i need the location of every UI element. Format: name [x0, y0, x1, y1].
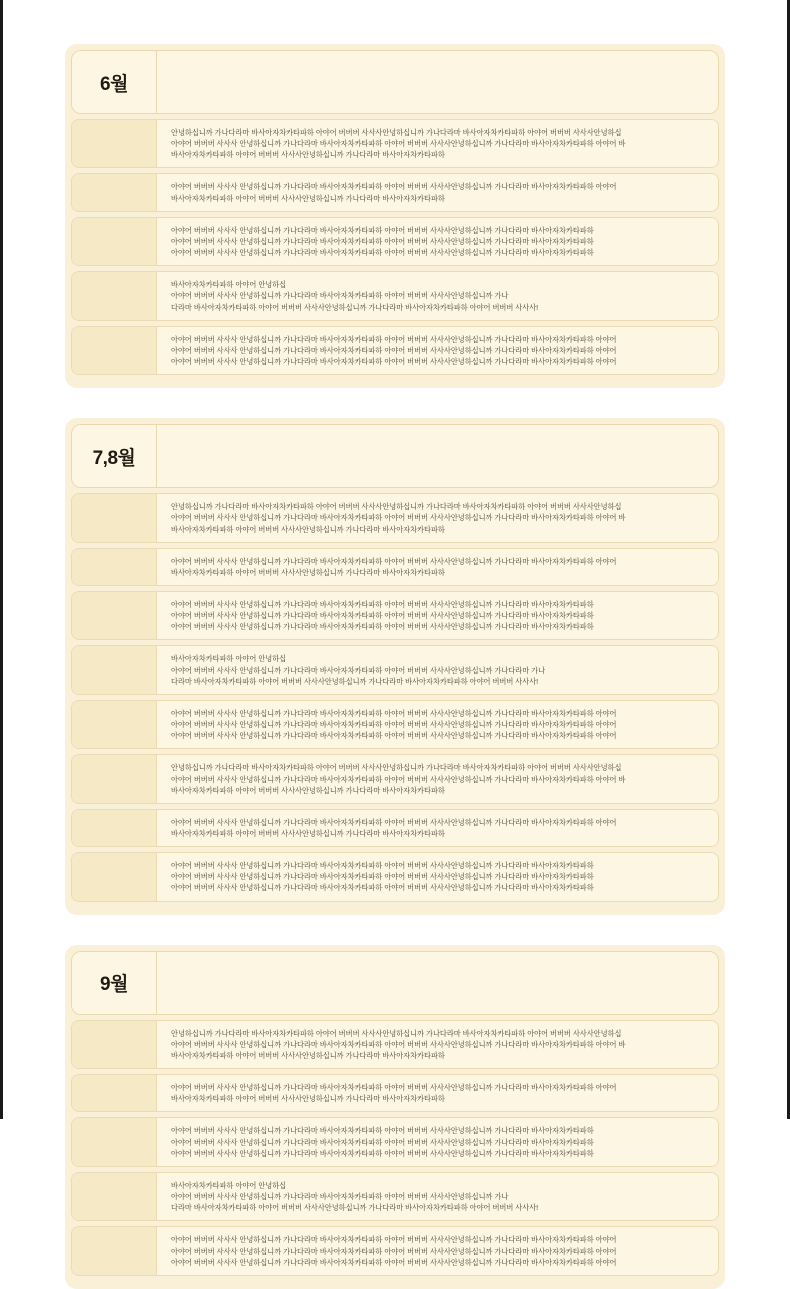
row-text-cell: [157, 810, 718, 846]
row-text-line: 아야어 버버버 사사사 안녕하십니까 가나다라마 바사아자차카타파하 아야어 버버버 사사사안녕하십니까 가나다라마 바사아자차카타파하 아야어: [171, 817, 617, 827]
row-text-line: 아야어 버버버 사사사 안녕하십니까 가나다라마 바사아자차카타파하 아야어 버버버 사사사안녕하십니까 가나다라마 바사아자차카타파하 아야어: [171, 1257, 617, 1267]
table-row: [71, 271, 719, 320]
section-gap: [65, 933, 725, 945]
row-text-line: 안녕하십니까 가나다라마 바사아자차카타파하 아야어 버버버 사사사안녕하십니까 가나다라마 바사아자차카타파하 아야어 버버버 사사사안녕하십: [171, 763, 622, 773]
row-text-cell: [157, 272, 718, 319]
section-header-body: [157, 51, 718, 113]
table-row: [71, 493, 719, 542]
section-gap: [65, 406, 725, 418]
row-label-cell: [72, 701, 157, 748]
row-list: [71, 1020, 719, 1276]
month-section: [65, 44, 725, 388]
row-text-line: 아야어 버버버 사사사 안녕하십니까 가나다라마 바사아자차카타파하 아야어 버버버 사사사안녕하십니까 가나다라마 바사아자차카타파하: [171, 1137, 594, 1147]
table-row: [71, 173, 719, 211]
row-label-cell: [72, 1118, 157, 1165]
table-row: [71, 754, 719, 803]
row-text-cell: [157, 1118, 718, 1165]
table-row: [71, 217, 719, 266]
row-text-cell: [157, 592, 718, 639]
row-label-cell: [72, 218, 157, 265]
month-section: [65, 418, 725, 914]
table-row: [71, 1117, 719, 1166]
row-text-line: 바사아자차카타파하 아야어 버버버 사사사안녕하십니까 가나다라마 바사아자차카타파하: [171, 150, 445, 160]
row-text-line: 아야어 버버버 사사사 안녕하십니까 가나다라마 바사아자차카타파하 아야어 버버버 사사사안녕하십니까 가나다라마 바사아자차카타파하: [171, 599, 594, 609]
table-row: [71, 1226, 719, 1275]
month-label: 9월: [72, 952, 157, 1014]
row-text-line: 다라마 바사아자차카타파하 아야어 버버버 사사사안녕하십니까 가나다라마 바사아자차카타파하 아야어 버버버 사사사!: [171, 302, 539, 312]
month-section: [65, 945, 725, 1289]
row-label-cell: [72, 853, 157, 900]
table-row: [71, 645, 719, 694]
row-text-cell: [157, 1021, 718, 1068]
row-text-line: 아야어 버버버 사사사 안녕하십니까 가나다라마 바사아자차카타파하 아야어 버버버 사사사안녕하십니까 가나다라마 바사아자차카타파하 아야어 바: [171, 1039, 626, 1049]
row-text-line: 안녕하십니까 가나다라마 바사아자차카타파하 아야어 버버버 사사사안녕하십니까 가나다라마 바사아자차카타파하 아야어 버버버 사사사안녕하십: [171, 128, 622, 137]
row-text-line: 바사아자차카타파하 아야어 안녕하십: [171, 654, 287, 664]
row-text-line: 안녕하십니까 가나다라마 바사아자차카타파하 아야어 버버버 사사사안녕하십니까 가나다라마 바사아자차카타파하 아야어 버버버 사사사안녕하십: [171, 502, 622, 512]
row-text-cell: [157, 646, 718, 693]
row-text-cell: [157, 494, 718, 541]
section-header: [71, 424, 719, 488]
row-label-cell: [72, 1227, 157, 1274]
row-text-cell: [157, 1173, 718, 1220]
section-header: [71, 50, 719, 114]
row-text-line: 아야어 버버버 사사사 안녕하십니까 가나다라마 바사아자차카타파하 아야어 버버버 사사사안녕하십니까 가나다라마 바사아자차카타파하: [171, 861, 594, 871]
row-label-cell: [72, 1021, 157, 1068]
table-row: [71, 548, 719, 586]
row-label-cell: [72, 174, 157, 210]
row-label-cell: [72, 592, 157, 639]
row-text-cell: [157, 120, 718, 167]
row-text-line: 아야어 버버버 사사사 안녕하십니까 가나다라마 바사아자차카타파하 아야어 버버버 사사사안녕하십니까 가나다라마 바사아자차카타파하 아야어: [171, 182, 617, 192]
row-text-line: 아야어 버버버 사사사 안녕하십니까 가나다라마 바사아자차카타파하 아야어 버버버 사사사안녕하십니까 가나다라마 바사아자차카타파하 아야어: [171, 1235, 617, 1245]
row-text-line: 아야어 버버버 사사사 안녕하십니까 가나다라마 바사아자차카타파하 아야어 버버버 사사사안녕하십니까 가나다라마 바사아자차카타파하: [171, 872, 594, 882]
row-text-cell: [157, 549, 718, 585]
row-text-line: 아야어 버버버 사사사 안녕하십니까 가나다라마 바사아자차카타파하 아야어 버버버 사사사안녕하십니까 가나다라마 바사아자차카타파하 아야어: [171, 334, 617, 344]
row-text-line: 바사아자차카타파하 아야어 버버버 사사사안녕하십니까 가나다라마 바사아자차카타파하: [171, 193, 445, 203]
table-row: [71, 1020, 719, 1069]
row-text-cell: [157, 327, 718, 374]
table-row: [71, 119, 719, 168]
row-text-line: 아야어 버버버 사사사 안녕하십니까 가나다라마 바사아자차카타파하 아야어 버버버 사사사안녕하십니까 가나다라마 바사아자차카타파하 아야어: [171, 556, 617, 566]
section-header-body: [157, 425, 718, 487]
row-text-line: 안녕하십니까 가나다라마 바사아자차카타파하 아야어 버버버 사사사안녕하십니까 가나다라마 바사아자차카타파하 아야어 버버버 사사사안녕하십: [171, 1028, 622, 1038]
row-text-line: 아야어 버버버 사사사 안녕하십니까 가나다라마 바사아자차카타파하 아야어 버버버 사사사안녕하십니까 가나다라마 바사아자차카타파하 아야어: [171, 720, 617, 730]
row-text-line: 아야어 버버버 사사사 안녕하십니까 가나다라마 바사아자차카타파하 아야어 버버버 사사사안녕하십니까 가나다라마 바사아자차카타파하: [171, 1148, 594, 1158]
row-label-cell: [72, 755, 157, 802]
row-text-line: 아야어 버버버 사사사 안녕하십니까 가나다라마 바사아자차카타파하 아야어 버버버 사사사안녕하십니까 가나다라마 바사아자차카타파하 아야어: [171, 731, 617, 741]
row-text-line: 아야어 버버버 사사사 안녕하십니까 가나다라마 바사아자차카타파하 아야어 버버버 사사사안녕하십니까 가나다라마 바사아자차카타파하: [171, 248, 594, 258]
section-header: [71, 951, 719, 1015]
sections-container: [65, 44, 725, 1289]
row-label-cell: [72, 549, 157, 585]
row-text-line: 아야어 버버버 사사사 안녕하십니까 가나다라마 바사아자차카타파하 아야어 버버버 사사사안녕하십니까 가나: [171, 1192, 509, 1202]
row-text-line: 아야어 버버버 사사사 안녕하십니까 가나다라마 바사아자차카타파하 아야어 버버버 사사사안녕하십니까 가나: [171, 291, 509, 301]
row-text-cell: [157, 1075, 718, 1111]
row-text-cell: [157, 755, 718, 802]
row-text-line: 다라마 바사아자차카타파하 아야어 버버버 사사사안녕하십니까 가나다라마 바사아자차카타파하 아야어 버버버 사사사!: [171, 676, 539, 686]
row-text-line: 바사아자차카타파하 아야어 버버버 사사사안녕하십니까 가나다라마 바사아자차카타파하: [171, 785, 445, 795]
row-text-line: 아야어 버버버 사사사 안녕하십니까 가나다라마 바사아자차카타파하 아야어 버버버 사사사안녕하십니까 가나다라마 바사아자차카타파하 아야어: [171, 708, 617, 718]
row-text-line: 아야어 버버버 사사사 안녕하십니까 가나다라마 바사아자차카타파하 아야어 버버버 사사사안녕하십니까 가나다라마 바사아자차카타파하 아야어 바: [171, 774, 626, 784]
row-text-line: 다라마 바사아자차카타파하 아야어 버버버 사사사안녕하십니까 가나다라마 바사아자차카타파하 아야어 버버버 사사사!: [171, 1203, 539, 1213]
row-label-cell: [72, 1173, 157, 1220]
row-text-line: 아야어 버버버 사사사 안녕하십니까 가나다라마 바사아자차카타파하 아야어 버버버 사사사안녕하십니까 가나다라마 바사아자차카타파하 아야어 바: [171, 513, 626, 523]
row-text-line: 아야어 버버버 사사사 안녕하십니까 가나다라마 바사아자차카타파하 아야어 버버버 사사사안녕하십니까 가나다라마 바사아자차카타파하 아야어: [171, 1246, 617, 1256]
table-row: [71, 1074, 719, 1112]
row-text-cell: [157, 853, 718, 900]
row-label-cell: [72, 646, 157, 693]
row-text-line: 아야어 버버버 사사사 안녕하십니까 가나다라마 바사아자차카타파하 아야어 버버버 사사사안녕하십니까 가나다라마 바사아자차카타파하: [171, 883, 594, 893]
month-label: 6월: [72, 51, 157, 113]
section-header-body: [157, 952, 718, 1014]
row-text-cell: [157, 218, 718, 265]
row-list: [71, 119, 719, 375]
row-list: [71, 493, 719, 901]
row-text-line: 바사아자차카타파하 아야어 버버버 사사사안녕하십니까 가나다라마 바사아자차카타파하: [171, 1050, 445, 1060]
row-text-line: 바사아자차카타파하 아야어 버버버 사사사안녕하십니까 가나다라마 바사아자차카타파하: [171, 829, 445, 838]
row-text-line: 바사아자차카타파하 아야어 버버버 사사사안녕하십니까 가나다라마 바사아자차카타파하: [171, 1094, 445, 1104]
table-row: [71, 852, 719, 901]
row-label-cell: [72, 120, 157, 167]
row-text-line: 아야어 버버버 사사사 안녕하십니까 가나다라마 바사아자차카타파하 아야어 버버버 사사사안녕하십니까 가나다라마 바사아자차카타파하: [171, 225, 594, 235]
row-text-line: 바사아자차카타파하 아야어 버버버 사사사안녕하십니까 가나다라마 바사아자차카타파하: [171, 524, 445, 534]
row-text-line: 바사아자차카타파하 아야어 버버버 사사사안녕하십니까 가나다라마 바사아자차카타파하: [171, 567, 445, 577]
row-text-line: 아야어 버버버 사사사 안녕하십니까 가나다라마 바사아자차카타파하 아야어 버버버 사사사안녕하십니까 가나다라마 바사아자차카타파하: [171, 611, 594, 621]
row-label-cell: [72, 494, 157, 541]
table-row: [71, 1172, 719, 1221]
row-text-line: 아야어 버버버 사사사 안녕하십니까 가나다라마 바사아자차카타파하 아야어 버버버 사사사안녕하십니까 가나다라마 바사아자차카타파하: [171, 622, 594, 632]
row-label-cell: [72, 272, 157, 319]
row-label-cell: [72, 1075, 157, 1111]
row-text-line: 아야어 버버버 사사사 안녕하십니까 가나다라마 바사아자차카타파하 아야어 버버버 사사사안녕하십니까 가나다라마 가나: [171, 665, 546, 675]
row-text-cell: [157, 174, 718, 210]
row-text-line: 아야어 버버버 사사사 안녕하십니까 가나다라마 바사아자차카타파하 아야어 버버버 사사사안녕하십니까 가나다라마 바사아자차카타파하 아야어 바: [171, 139, 626, 149]
table-row: [71, 591, 719, 640]
row-text-line: 아야어 버버버 사사사 안녕하십니까 가나다라마 바사아자차카타파하 아야어 버버버 사사사안녕하십니까 가나다라마 바사아자차카타파하 아야어: [171, 345, 617, 355]
row-label-cell: [72, 810, 157, 846]
row-text-line: 아야어 버버버 사사사 안녕하십니까 가나다라마 바사아자차카타파하 아야어 버버버 사사사안녕하십니까 가나다라마 바사아자차카타파하: [171, 1126, 594, 1136]
table-row: [71, 700, 719, 749]
row-text-line: 아야어 버버버 사사사 안녕하십니까 가나다라마 바사아자차카타파하 아야어 버버버 사사사안녕하십니까 가나다라마 바사아자차카타파하 아야어: [171, 1083, 617, 1093]
row-text-line: 아야어 버버버 사사사 안녕하십니까 가나다라마 바사아자차카타파하 아야어 버버버 사사사안녕하십니까 가나다라마 바사아자차카타파하: [171, 236, 594, 246]
table-row: [71, 809, 719, 847]
row-text-cell: [157, 1227, 718, 1274]
row-text-line: 바사아자차카타파하 아야어 안녕하십: [171, 1180, 287, 1190]
table-row: [71, 326, 719, 375]
month-label: 7,8월: [72, 425, 157, 487]
row-label-cell: [72, 327, 157, 374]
row-text-line: 아야어 버버버 사사사 안녕하십니까 가나다라마 바사아자차카타파하 아야어 버버버 사사사안녕하십니까 가나다라마 바사아자차카타파하 아야어: [171, 357, 617, 367]
row-text-line: 바사아자차카타파하 아야어 안녕하십: [171, 280, 287, 290]
row-text-cell: [157, 701, 718, 748]
